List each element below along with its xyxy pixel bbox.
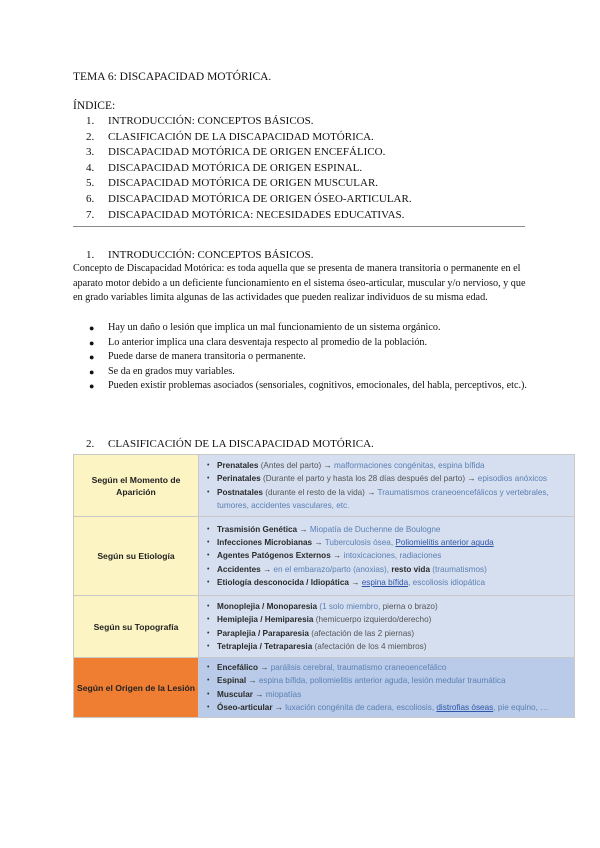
concept-paragraph: Concepto de Discapacidad Motórica: es toda aquella que se presenta de manera transitoria o permanente en el aparato motor debido a un deficiente funcionamiento en el sistema óseo-articular, muscular y/o nervioso, y que en grado variables limita algunas de las actividades que pueden realizar individuos de su misma edad.	[73, 263, 526, 304]
bullet-icon: •	[207, 690, 210, 698]
arrow-icon: →	[262, 564, 272, 574]
list-item: • Paraplejia / Paraparesia (afectación de las 2 piernas)	[207, 627, 574, 640]
arrow-icon: →	[367, 487, 376, 497]
link[interactable]: espina bífida	[361, 577, 409, 587]
table-row	[74, 517, 575, 596]
category-cell: Según el Origen de la Lesión	[74, 658, 199, 718]
arrow-icon: →	[323, 461, 332, 471]
list-item: • Accidentes → en el embarazo/parto (anoxias), resto vida (traumatismos)	[207, 563, 574, 576]
link[interactable]: distrofias óseas	[436, 702, 494, 712]
items-cell	[199, 517, 575, 596]
bullet-icon: •	[207, 642, 210, 650]
list-item: • Espinal → espina bífida, poliomielitis anterior aguda, lesión medular traumática	[207, 674, 574, 687]
document-title: TEMA 6: DISCAPACIDAD MOTÓRICA.	[73, 71, 272, 83]
arrow-icon: →	[274, 702, 283, 712]
arrow-icon: →	[333, 551, 342, 561]
list-item: • Trasmisión Genética → Miopatía de Duchenne de Boulogne	[207, 523, 574, 536]
arrow-icon: →	[255, 689, 264, 699]
list-item: ● Puede darse de manera transitoria o permanente.	[73, 350, 528, 365]
bullet-icon: ●	[89, 381, 95, 392]
list-item: • Postnatales (durante el resto de la vida) → Traumatismos craneoencefálicos y vertebrales, tumores, accidentes vasculares, etc.	[207, 487, 549, 510]
arrow-icon: →	[314, 538, 323, 548]
index-label: ÍNDICE:	[73, 100, 116, 112]
bullet-icon: •	[207, 552, 210, 560]
bullet-icon: •	[207, 677, 210, 685]
list-item: • Monoplejia / Monoparesia (1 solo miembro, pierna o brazo)	[207, 600, 574, 613]
bullet-icon: •	[207, 664, 210, 672]
bullet-icon: •	[207, 565, 210, 573]
bullet-icon: •	[207, 603, 210, 611]
arrow-icon: →	[467, 474, 476, 484]
list-item: • Hemiplejia / Hemiparesia (hemicuerpo izquierdo/derecho)	[207, 613, 574, 626]
list-item: • Muscular → miopatías	[207, 688, 574, 701]
table-row	[74, 455, 575, 517]
bullet-icon: •	[207, 525, 210, 533]
list-item: ● Pueden existir problemas asociados (sensoriales, cognitivos, emocionales, del habla, perceptivos, etc.).	[73, 379, 528, 394]
classification-table	[73, 454, 575, 718]
arrow-icon: →	[351, 577, 360, 587]
bullet-icon: ●	[89, 366, 95, 377]
bullet-icon: •	[207, 488, 210, 496]
bullet-icon: •	[207, 616, 210, 624]
items-cell	[199, 455, 575, 517]
bullet-icon: •	[207, 462, 210, 470]
table-row	[74, 658, 575, 718]
category-cell: Según su Topografía	[74, 596, 199, 658]
arrow-icon: →	[260, 663, 269, 673]
category-cell: Según su Etiología	[74, 517, 199, 596]
bullet-icon: •	[207, 578, 210, 586]
section-1-bullet-list	[73, 321, 528, 394]
list-item: • Tetraplejia / Tetraparesia (afectación de los 4 miembros)	[207, 640, 574, 653]
list-item: • Infecciones Microbianas → Tuberculosis ósea, Poliomielitis anterior aguda	[207, 536, 574, 549]
arrow-icon: →	[299, 524, 308, 534]
bullet-icon: •	[207, 475, 210, 483]
list-item: • Agentes Patógenos Externos → intoxicaciones, radiaciones	[207, 549, 574, 562]
bullet-icon: •	[207, 703, 210, 711]
list-item: • Perinatales (Durante el parto y hasta los 28 días después del parto) → episodios anóxicos	[207, 472, 574, 485]
list-item: • Encefálico → parálisis cerebral, traumatismo craneoencefálico	[207, 661, 574, 674]
arrow-icon: →	[248, 676, 257, 686]
section-1-heading: 1. INTRODUCCIÓN: CONCEPTOS BÁSICOS.	[86, 249, 314, 261]
table-row	[74, 596, 575, 658]
section-2-heading: 2. CLASIFICACIÓN DE LA DISCAPACIDAD MOTÓRICA.	[86, 438, 374, 450]
list-item: • Prenatales (Antes del parto) → malformaciones congénitas, espina bífida	[207, 459, 574, 472]
items-cell	[199, 596, 575, 658]
list-item: ● Se da en grados muy variables.	[73, 365, 528, 380]
list-item: ● Lo anterior implica una clara desventaja respecto al promedio de la población.	[73, 336, 528, 351]
list-item: • Etiología desconocida / Idiopática → espina bífida, escoliosis idiopática	[207, 576, 574, 589]
document-page: TEMA 6: DISCAPACIDAD MOTÓRICA. ÍNDICE: 1. INTRODUCCIÓN: CONCEPTOS BÁSICOS. 2. CLASIFICACIÓN DE LA DISCAPACIDAD MOTÓRICA. 3. DISCAPACIDAD MOTÓRICA DE ORIGEN ENCEFÁLICO. 4. DISCAPACIDAD MOTÓRICA DE ORIGEN ESPINAL. 5. DISCAPACIDAD MOTÓRICA DE ORIGEN MUSCULAR. 6. DISCAPACIDAD MOTÓRICA DE ORIGEN ÓSEO-ARTICULAR. 7. DISCAPACIDAD MOTÓRICA: NECESIDADES EDUCATIVAS. 1. INTRODUCCIÓN: CONCEPTOS BÁSICOS. Concepto de Discapacidad Motórica: es toda aquella que se presenta de manera transitoria o permanente en el aparato motor debido a un deficiente funcionamiento en el sistema óseo-articular, muscular y/o nervioso, y que en grado variables limita algunas de las actividades que pueden realizar individuos de su misma edad. ● Hay un daño o lesión que implica un mal funcionamiento de un sistema orgánico. ● Lo anterior implica una clara desventaja respecto al promedio de la población. ● Puede darse de manera transitoria o permanente. ● Se da en grados muy variables. ● Pueden existir problemas asociados (sensoriales, cognitivos, emocionales, del habla, perceptivos, etc.). 2. CLASIFICACIÓN DE LA DISCAPACIDAD MOTÓRICA. Según el Momento de Aparición • Prenatales (Antes del parto) → malformaciones congénitas, espina bífida • Perinatales (Durante el parto y hasta los 28 días después del parto) → episodios anóxicos • Postnatales (durante el resto de la vida) → Traumatismos craneoencefálicos y vertebrales, tumores, accidentes vasculares, etc. Según su Etiología • Trasmisión Genética → Miopatía de Duchenne de Boulogne • Infecciones Microbianas → Tuberculosis ósea, Poliomielitis anterior aguda • Agentes Patógenos Externos → intoxicaciones, radiaciones • Accidentes → en el embarazo/parto (anoxias), resto vida (traumatismos) • Etiología desconocida / Idiopática → espina bífida, escoliosis idiopática Según su Topografía • Monoplejia / Monoparesia (1 solo miembro, pierna o brazo) • Hemiplejia / Hemiparesia (hemicuerpo izquierdo/derecho) • Paraplejia / Paraparesia (afectación de las 2 piernas) • Tetraplejia / Tetraparesia (afectación de los 4 miembros) Según el Origen de la Lesión • Encefálico → parálisis cerebral, traumatismo craneoencefálico • Espinal → espina bífida, poliomielitis anterior aguda, lesión medular traumática • Muscular → miopatías • Óseo-articular → luxación congénita de cadera, escoliosis, distrofias óseas, pie equino, …	[0, 0, 600, 848]
bullet-icon: ●	[89, 352, 95, 363]
category-cell: Según el Momento de Aparición	[74, 455, 199, 517]
bullet-icon: ●	[89, 337, 95, 348]
bullet-icon: ●	[89, 323, 95, 333]
bullet-icon: •	[207, 629, 210, 637]
list-item: ● Hay un daño o lesión que implica un mal funcionamiento de un sistema orgánico.	[73, 321, 528, 336]
horizontal-divider	[73, 226, 525, 227]
items-cell	[199, 658, 575, 718]
list-item: • Óseo-articular → luxación congénita de cadera, escoliosis, distrofias óseas, pie equino, …	[207, 701, 574, 714]
link[interactable]: Poliomielitis anterior aguda	[395, 538, 494, 548]
bullet-icon: •	[207, 539, 210, 547]
